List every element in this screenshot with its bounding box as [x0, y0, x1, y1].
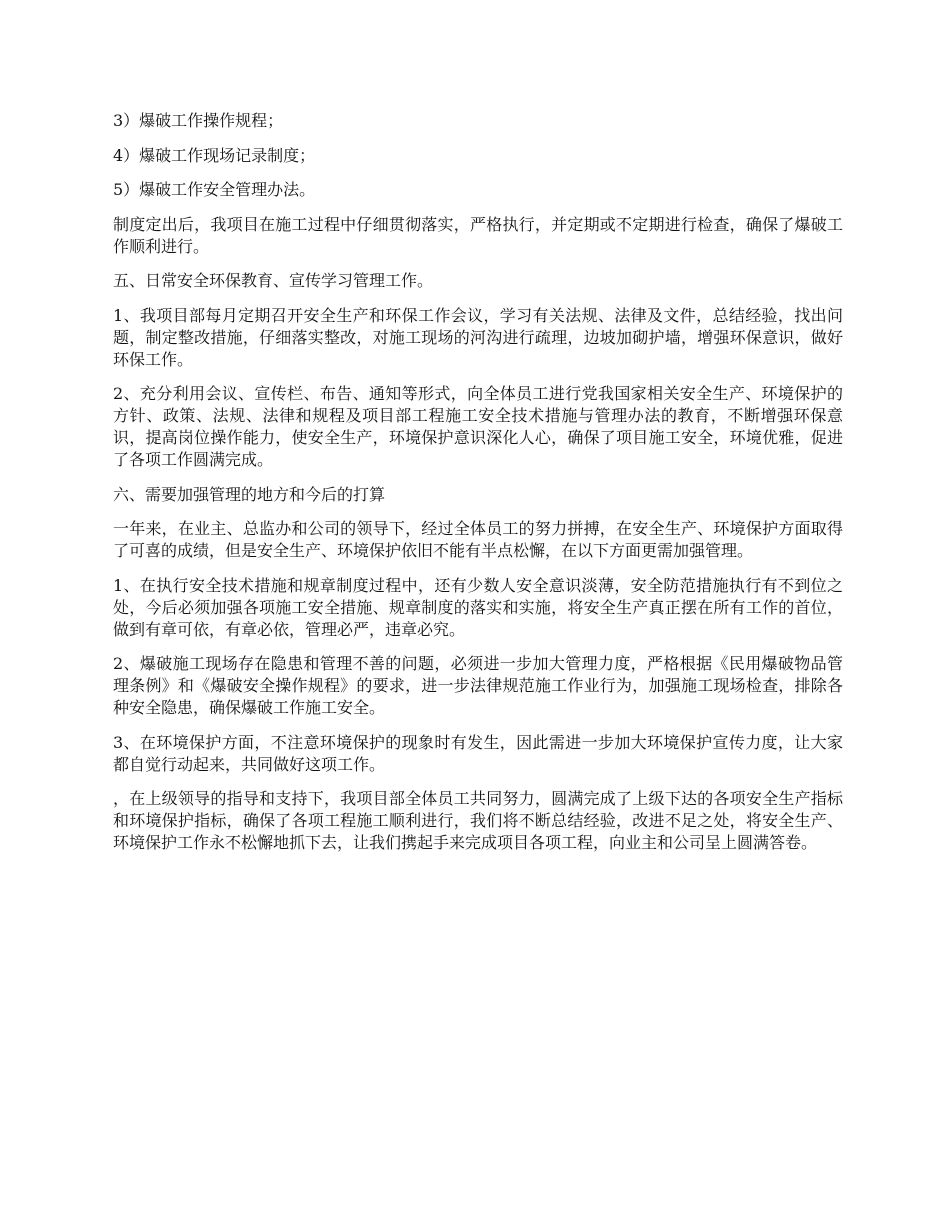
list-item-4: 4）爆破工作现场记录制度； [113, 145, 316, 165]
paragraph-blasting-site: 2、爆破施工现场存在隐患和管理不善的问题，必须进一步加大管理力度，严格根据《民用爆破物品管理条例》和《爆破安全操作规程》的要求，进一步法律规范施工作业行为，加强施工现场检查，排除各种安全隐患，确保爆破工作施工安全。 [113, 654, 843, 717]
paragraph-conclusion: ，在上级领导的指导和支持下，我项目部全体员工共同努力，圆满完成了上级下达的各项安全生产指标和环境保护指标，确保了各项工程施工顺利进行，我们将不断总结经验，改进不足之处，将安全生产、环境保护工作永不松懈地抓下去，让我们携起手来完成项目各项工程，向业主和公司呈上圆满答卷。 [113, 789, 843, 852]
paragraph-year-summary: 一年来，在业主、总监办和公司的领导下，经过全体员工的努力拼搏，在安全生产、环境保护方面取得了可喜的成绩，但是安全生产、环境保护依旧不能有半点松懈，在以下方面更需加强管理。 [113, 519, 843, 560]
section-heading-5: 五、日常安全环保教育、宣传学习管理工作。 [113, 271, 434, 290]
paragraph-monthly-meetings: 1、我项目部每月定期召开安全生产和环保工作会议，学习有关法规、法律及文件，总结经验，找出问题，制定整改措施，仔细落实整改，对施工现场的河沟进行疏理，边坡加砌护墙，增强环保意识，做好环保工作。 [113, 305, 843, 369]
list-item-3: 3）爆破工作操作规程； [113, 111, 284, 130]
list-item-5: 5）爆破工作安全管理办法。 [113, 180, 316, 199]
paragraph-publicity-education: 2、充分利用会议、宣传栏、布告、通知等形式，向全体员工进行党我国家相关安全生产、环境保护的方针、政策、法规、法律和规程及项目部工程施工安全技术措施与管理办法的教育，不断增强环保意识，提高岗位操作能力，使安全生产，环境保护意识深化人心，确保了项目施工安全，环境优雅，促进了各项工作圆满完成。 [113, 384, 843, 469]
paragraph-safety-measures: 1、在执行安全技术措施和规章制度过程中，还有少数人安全意识淡薄，安全防范措施执行有不到位之处，今后必须加强各项施工安全措施、规章制度的落实和实施，将安全生产真正摆在所有工作的首位，做到有章可依，有章必依，管理必严，违章必究。 [113, 575, 843, 639]
document-body [113, 110, 843, 867]
paragraph-environment: 3、在环境保护方面，不注意环境保护的现象时有发生，因此需进一步加大环境保护宣传力度，让大家都自觉行动起来，共同做好这项工作。 [113, 732, 843, 774]
section-heading-6: 六、需要加强管理的地方和今后的打算 [113, 484, 386, 504]
paragraph-system-implementation: 制度定出后，我项目在施工过程中仔细贯彻落实，严格执行，并定期或不定期进行检查，确保了爆破工作顺利进行。 [113, 214, 843, 256]
